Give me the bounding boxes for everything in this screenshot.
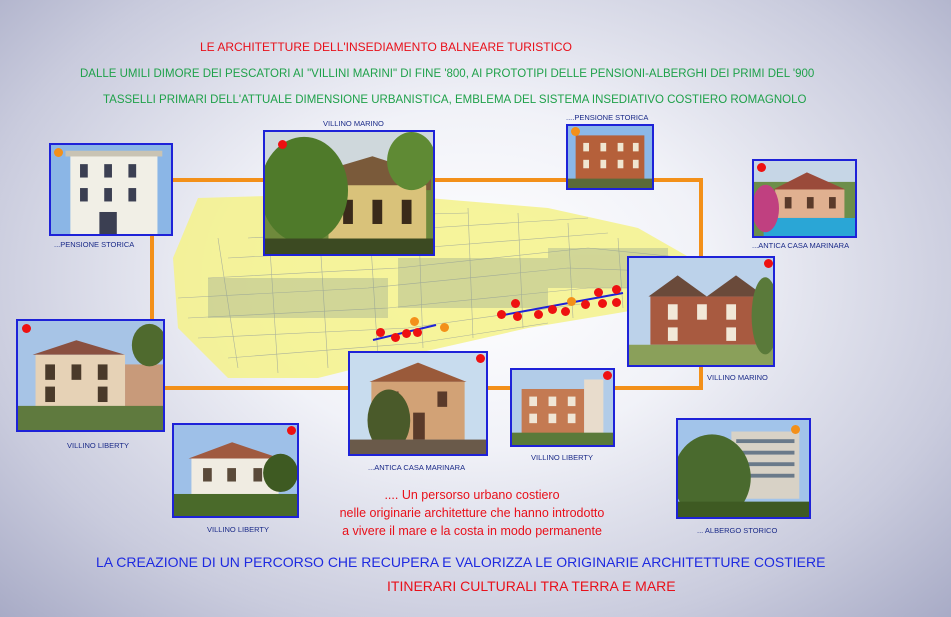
photo-antica-casa-marinara-bottom[interactable]	[348, 351, 488, 456]
footer-line-2: ITINERARI CULTURALI TRA TERRA E MARE	[387, 578, 676, 594]
photo-marker-orange	[54, 148, 63, 157]
route-description-line-3: a vivere il mare e la costa in modo permanente	[342, 524, 602, 538]
caption-albergo-storico: ... ALBERGO STORICO	[697, 526, 778, 535]
caption-villino-liberty-bottom: VILLINO LIBERTY	[207, 525, 269, 534]
map-marker-red[interactable]	[612, 285, 621, 294]
photo-marker-red	[764, 259, 773, 268]
map-marker-red[interactable]	[598, 299, 607, 308]
route-description-line-2: nelle originarie architetture che hanno introdotto	[339, 506, 605, 520]
caption-antica-casa-marinara-bottom: ...ANTICA CASA MARINARA	[368, 463, 466, 472]
photo-villino-marino-top[interactable]	[263, 130, 435, 256]
caption-villino-liberty-center: VILLINO LIBERTY	[531, 453, 593, 462]
caption-villino-liberty-left: VILLINO LIBERTY	[67, 441, 129, 450]
route-description-line-1: .... Un persorso urbano costiero	[384, 488, 560, 502]
map-marker-red[interactable]	[534, 310, 543, 319]
map-marker-red[interactable]	[561, 307, 570, 316]
poster-title: LE ARCHITETTURE DELL'INSEDIAMENTO BALNEARE TURISTICO	[200, 40, 572, 54]
photo-villino-marino-right[interactable]	[627, 256, 775, 367]
photo-villino-liberty-center[interactable]	[510, 368, 615, 447]
map-marker-red[interactable]	[402, 329, 411, 338]
map-marker-red[interactable]	[376, 328, 385, 337]
photo-marker-red	[287, 426, 296, 435]
caption-villino-marino-right: VILLINO MARINO	[707, 373, 768, 382]
photo-marker-red	[603, 371, 612, 380]
map-marker-orange[interactable]	[440, 323, 449, 332]
map-marker-red[interactable]	[497, 310, 506, 319]
photo-marker-red	[476, 354, 485, 363]
photo-marker-red	[278, 140, 287, 149]
photo-villino-liberty-bottom[interactable]	[172, 423, 299, 518]
photo-marker-red	[22, 324, 31, 333]
route-description	[312, 486, 632, 540]
map-marker-red[interactable]	[594, 288, 603, 297]
poster-subtitle-2: TASSELLI PRIMARI DELL'ATTUALE DIMENSIONE URBANISTICA, EMBLEMA DEL SISTEMA INSEDIATIVO COSTIERO ROMAGNOLO	[103, 94, 807, 106]
caption-antica-casa-marinara-right: ...ANTICA CASA MARINARA	[752, 241, 850, 250]
map-marker-red[interactable]	[391, 333, 400, 342]
map-marker-red[interactable]	[612, 298, 621, 307]
map-marker-red[interactable]	[413, 328, 422, 337]
photo-marker-orange	[571, 127, 580, 136]
map-marker-orange[interactable]	[567, 297, 576, 306]
map-marker-orange[interactable]	[410, 317, 419, 326]
photo-pensione-storica-left[interactable]	[49, 143, 173, 236]
caption-villino-marino-top: VILLINO MARINO	[323, 119, 384, 128]
poster-subtitle-1: DALLE UMILI DIMORE DEI PESCATORI AI "VILLINI MARINI" DI FINE '800, AI PROTOTIPI DELLE PENSIONI-ALBERGHI DEI PRIMI DEL '900	[80, 68, 815, 80]
map-marker-red[interactable]	[548, 305, 557, 314]
map-marker-red[interactable]	[581, 300, 590, 309]
caption-pensione-storica-top: ....PENSIONE STORICA	[566, 113, 649, 122]
caption-pensione-storica-left: ...PENSIONE STORICA	[54, 240, 135, 249]
map-marker-red[interactable]	[513, 312, 522, 321]
map-marker-red[interactable]	[511, 299, 520, 308]
photo-albergo-storico[interactable]	[676, 418, 811, 519]
footer-line-1: LA CREAZIONE DI UN PERCORSO CHE RECUPERA E VALORIZZA LE ORIGINARIE ARCHITETTURE COSTIERE	[96, 554, 826, 570]
photo-marker-orange	[791, 425, 800, 434]
photo-antica-casa-marinara-right[interactable]	[752, 159, 857, 238]
photo-marker-red	[757, 163, 766, 172]
photo-villino-liberty-left[interactable]	[16, 319, 165, 432]
